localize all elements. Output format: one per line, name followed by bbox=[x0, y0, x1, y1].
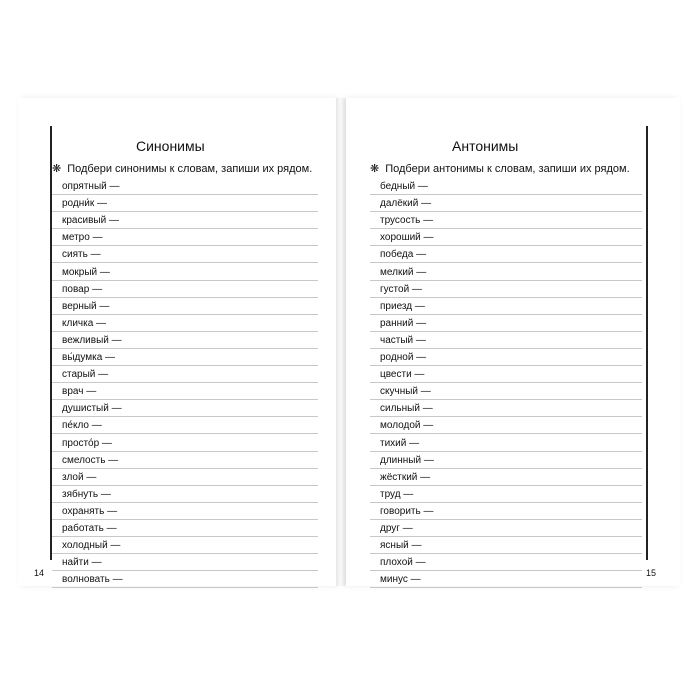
answer-line[interactable] bbox=[370, 315, 642, 332]
answer-line[interactable] bbox=[370, 383, 642, 400]
prompt-word: охранять — bbox=[62, 505, 118, 517]
prompt-word: верный — bbox=[62, 300, 110, 312]
prompt-word: приезд — bbox=[380, 300, 425, 312]
answer-line[interactable] bbox=[370, 520, 642, 537]
page-title-antonyms: Антонимы bbox=[452, 138, 519, 154]
answer-line[interactable] bbox=[52, 486, 318, 503]
asterisk-icon: ❋ bbox=[52, 163, 62, 175]
task-text: Подбери синонимы к словам, запиши их рядом. bbox=[67, 163, 313, 175]
prompt-word: скучный — bbox=[380, 386, 431, 398]
prompt-word: просто́р — bbox=[62, 437, 112, 449]
answer-line[interactable] bbox=[52, 332, 318, 349]
prompt-word: хороший — bbox=[380, 232, 434, 244]
prompt-word: друг — bbox=[380, 522, 413, 534]
prompt-word: труд — bbox=[380, 488, 414, 500]
answer-line[interactable] bbox=[370, 571, 642, 588]
answer-line[interactable] bbox=[370, 263, 642, 280]
prompt-word: злой — bbox=[62, 471, 97, 483]
prompt-word: говорить — bbox=[380, 505, 434, 517]
answer-line[interactable] bbox=[370, 537, 642, 554]
prompt-word: метро — bbox=[62, 232, 103, 244]
answer-line[interactable] bbox=[370, 229, 642, 246]
prompt-word: мокрый — bbox=[62, 266, 110, 278]
prompt-word: врач — bbox=[62, 386, 97, 398]
answer-line[interactable] bbox=[52, 400, 318, 417]
answer-line[interactable] bbox=[370, 366, 642, 383]
answer-line[interactable] bbox=[52, 417, 318, 434]
answer-line[interactable] bbox=[370, 486, 642, 503]
answer-line[interactable] bbox=[52, 281, 318, 298]
prompt-word: бедный — bbox=[380, 181, 428, 193]
right-page bbox=[346, 98, 680, 586]
prompt-word: работать — bbox=[62, 522, 117, 534]
asterisk-icon: ❋ bbox=[370, 163, 380, 175]
task-instruction-synonyms bbox=[52, 162, 312, 175]
prompt-word: минус — bbox=[380, 574, 421, 586]
prompt-word: кличка — bbox=[62, 317, 107, 329]
prompt-word: сиять — bbox=[62, 249, 101, 261]
answer-line[interactable] bbox=[52, 246, 318, 263]
prompt-word: ясный — bbox=[380, 540, 422, 552]
prompt-word: плохой — bbox=[380, 557, 426, 569]
prompt-word: старый — bbox=[62, 369, 109, 381]
prompt-word: найти — bbox=[62, 557, 102, 569]
answer-line[interactable] bbox=[370, 417, 642, 434]
prompt-word: густой — bbox=[380, 283, 422, 295]
prompt-word: трусость — bbox=[380, 215, 434, 227]
answer-line[interactable] bbox=[370, 298, 642, 315]
answer-line[interactable] bbox=[370, 400, 642, 417]
answer-line[interactable] bbox=[370, 212, 642, 229]
answer-line[interactable] bbox=[52, 537, 318, 554]
task-instruction-antonyms bbox=[370, 162, 630, 175]
left-page bbox=[18, 98, 336, 586]
prompt-word: смелость — bbox=[62, 454, 119, 466]
page-number: 15 bbox=[646, 568, 657, 578]
answer-line[interactable] bbox=[52, 178, 318, 195]
prompt-word: родни́к — bbox=[62, 198, 107, 210]
answer-line[interactable] bbox=[370, 195, 642, 212]
prompt-word: душистый — bbox=[62, 403, 122, 415]
prompt-word: ранний — bbox=[380, 317, 427, 329]
book-spine bbox=[336, 98, 346, 586]
answer-line[interactable] bbox=[52, 195, 318, 212]
answer-line[interactable] bbox=[370, 281, 642, 298]
answer-line[interactable] bbox=[52, 349, 318, 366]
answer-line[interactable] bbox=[52, 434, 318, 451]
answer-line[interactable] bbox=[370, 554, 642, 571]
prompt-word: пе́кло — bbox=[62, 420, 102, 432]
answer-line[interactable] bbox=[52, 383, 318, 400]
prompt-word: зябнуть — bbox=[62, 488, 111, 500]
prompt-word: мелкий — bbox=[380, 266, 427, 278]
antonym-word-list bbox=[370, 178, 642, 588]
answer-line[interactable] bbox=[370, 434, 642, 451]
prompt-word: холодный — bbox=[62, 540, 121, 552]
answer-line[interactable] bbox=[52, 212, 318, 229]
answer-line[interactable] bbox=[52, 520, 318, 537]
answer-line[interactable] bbox=[52, 315, 318, 332]
answer-line[interactable] bbox=[52, 571, 318, 588]
answer-line[interactable] bbox=[370, 178, 642, 195]
prompt-word: молодой — bbox=[380, 420, 434, 432]
prompt-word: вы́думка — bbox=[62, 352, 116, 364]
prompt-word: волновать — bbox=[62, 574, 123, 586]
synonym-word-list bbox=[52, 178, 318, 588]
answer-line[interactable] bbox=[52, 554, 318, 571]
prompt-word: тихий — bbox=[380, 437, 420, 449]
answer-line[interactable] bbox=[52, 298, 318, 315]
prompt-word: далёкий — bbox=[380, 198, 432, 210]
answer-line[interactable] bbox=[52, 469, 318, 486]
answer-line[interactable] bbox=[52, 229, 318, 246]
prompt-word: цвести — bbox=[380, 369, 425, 381]
answer-line[interactable] bbox=[370, 503, 642, 520]
prompt-word: сильный — bbox=[380, 403, 433, 415]
prompt-word: жёсткий — bbox=[380, 471, 431, 483]
answer-line[interactable] bbox=[52, 503, 318, 520]
page-number: 14 bbox=[34, 568, 45, 578]
page-title-synonyms: Синонимы bbox=[136, 138, 205, 154]
answer-line[interactable] bbox=[370, 332, 642, 349]
prompt-word: победа — bbox=[380, 249, 427, 261]
prompt-word: повар — bbox=[62, 283, 103, 295]
prompt-word: красивый — bbox=[62, 215, 119, 227]
prompt-word: вежливый — bbox=[62, 334, 122, 346]
answer-line[interactable] bbox=[370, 246, 642, 263]
prompt-word: длинный — bbox=[380, 454, 434, 466]
prompt-word: родной — bbox=[380, 352, 427, 364]
answer-line[interactable] bbox=[370, 349, 642, 366]
answer-line[interactable] bbox=[370, 452, 642, 469]
task-text: Подбери антонимы к словам, запиши их рядом. bbox=[385, 163, 630, 175]
answer-line[interactable] bbox=[370, 469, 642, 486]
prompt-word: частый — bbox=[380, 334, 426, 346]
answer-line[interactable] bbox=[52, 366, 318, 383]
prompt-word: опрятный — bbox=[62, 181, 120, 193]
answer-line[interactable] bbox=[52, 263, 318, 280]
answer-line[interactable] bbox=[52, 452, 318, 469]
